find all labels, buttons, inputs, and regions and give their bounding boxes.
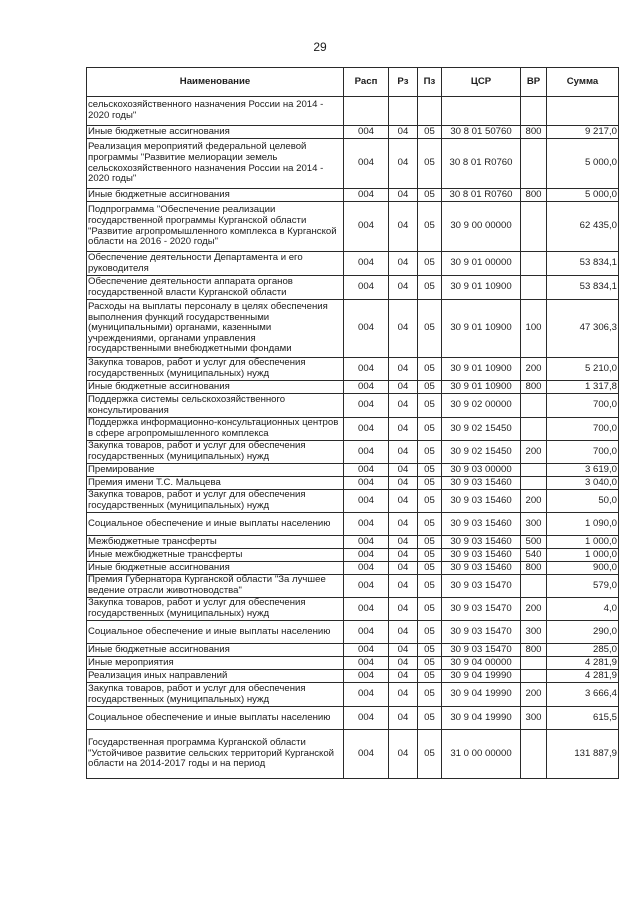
row-csr-cell: 30 9 01 00000 (442, 252, 521, 276)
row-rz-cell: 04 (389, 381, 418, 394)
row-vr-cell (521, 139, 547, 189)
row-rz-cell: 04 (389, 730, 418, 779)
row-sum-cell: 5 210,0 (547, 358, 619, 381)
row-name-cell: Социальное обеспечение и иные выплаты населению (87, 707, 344, 730)
table-row (87, 683, 619, 707)
row-name-cell: Реализация мероприятий федеральной целевой программы "Развитие мелиорации земель сельскохозяйственного назначения России на 2014 - 2020 годы" (87, 139, 344, 189)
row-vr-cell: 200 (521, 490, 547, 513)
row-rasp-cell: 004 (344, 189, 389, 202)
row-rasp-cell: 004 (344, 139, 389, 189)
row-rz-cell: 04 (389, 358, 418, 381)
table-row (87, 575, 619, 598)
row-csr-cell: 30 9 03 15460 (442, 477, 521, 490)
table-row (87, 644, 619, 657)
table-row (87, 670, 619, 683)
row-sum-cell: 290,0 (547, 621, 619, 644)
row-rasp-cell (344, 97, 389, 126)
row-rz-cell: 04 (389, 139, 418, 189)
row-sum-cell: 62 435,0 (547, 202, 619, 252)
row-csr-cell: 30 9 02 00000 (442, 394, 521, 418)
row-rz-cell: 04 (389, 549, 418, 562)
table-row (87, 202, 619, 252)
row-rasp-cell: 004 (344, 490, 389, 513)
row-sum-cell: 4 281,9 (547, 657, 619, 670)
row-rz-cell: 04 (389, 536, 418, 549)
row-csr-cell: 30 8 01 R0760 (442, 139, 521, 189)
table-header-row (87, 68, 619, 97)
row-rz-cell: 04 (389, 418, 418, 441)
table-row (87, 513, 619, 536)
table-row (87, 358, 619, 381)
row-sum-cell: 5 000,0 (547, 139, 619, 189)
row-sum-cell: 5 000,0 (547, 189, 619, 202)
row-rasp-cell: 004 (344, 549, 389, 562)
row-sum-cell: 3 619,0 (547, 464, 619, 477)
row-csr-cell (442, 97, 521, 126)
table-row (87, 536, 619, 549)
row-rz-cell: 04 (389, 394, 418, 418)
row-rz-cell: 04 (389, 575, 418, 598)
row-name-cell: Закупка товаров, работ и услуг для обеспечения государственных (муниципальных) нужд (87, 683, 344, 707)
row-rz-cell: 04 (389, 644, 418, 657)
row-pz-cell: 05 (418, 418, 442, 441)
row-rz-cell: 04 (389, 252, 418, 276)
row-name-cell: Закупка товаров, работ и услуг для обеспечения государственных (муниципальных) нужд (87, 598, 344, 621)
row-name-cell: Государственная программа Курганской области "Устойчивое развитие сельских территорий Курганской области на 2014-2017 годы и на период (87, 730, 344, 779)
row-vr-cell: 800 (521, 562, 547, 575)
row-csr-cell: 30 9 01 10900 (442, 381, 521, 394)
row-rasp-cell: 004 (344, 441, 389, 464)
row-pz-cell: 05 (418, 139, 442, 189)
table-body (87, 97, 619, 779)
row-sum-cell: 579,0 (547, 575, 619, 598)
row-sum-cell: 53 834,1 (547, 276, 619, 300)
table-row (87, 562, 619, 575)
row-vr-cell (521, 418, 547, 441)
row-pz-cell: 05 (418, 381, 442, 394)
row-csr-cell: 30 8 01 50760 (442, 126, 521, 139)
row-rasp-cell: 004 (344, 464, 389, 477)
row-rasp-cell: 004 (344, 730, 389, 779)
row-rasp-cell: 004 (344, 381, 389, 394)
table-row (87, 394, 619, 418)
row-sum-cell: 131 887,9 (547, 730, 619, 779)
row-rasp-cell: 004 (344, 621, 389, 644)
table-row (87, 464, 619, 477)
row-pz-cell: 05 (418, 621, 442, 644)
header-vr: ВР (521, 68, 547, 97)
table-row (87, 97, 619, 126)
row-pz-cell: 05 (418, 441, 442, 464)
table-row (87, 300, 619, 358)
table-row (87, 707, 619, 730)
row-pz-cell: 05 (418, 683, 442, 707)
row-name-cell: Обеспечение деятельности аппарата органов государственной власти Курганской области (87, 276, 344, 300)
row-vr-cell (521, 394, 547, 418)
table-row (87, 730, 619, 779)
row-name-cell: сельскохозяйственного назначения России на 2014 - 2020 годы" (87, 97, 344, 126)
row-vr-cell: 800 (521, 189, 547, 202)
row-vr-cell: 540 (521, 549, 547, 562)
row-vr-cell: 800 (521, 381, 547, 394)
table-row (87, 598, 619, 621)
row-csr-cell: 30 9 03 15470 (442, 644, 521, 657)
row-sum-cell: 1 317,8 (547, 381, 619, 394)
row-name-cell: Закупка товаров, работ и услуг для обеспечения государственных (муниципальных) нужд (87, 490, 344, 513)
row-rasp-cell: 004 (344, 598, 389, 621)
row-csr-cell: 30 9 03 00000 (442, 464, 521, 477)
row-rasp-cell: 004 (344, 513, 389, 536)
row-pz-cell: 05 (418, 598, 442, 621)
row-name-cell: Иные бюджетные ассигнования (87, 644, 344, 657)
row-rz-cell: 04 (389, 598, 418, 621)
header-rasp: Расп (344, 68, 389, 97)
row-vr-cell: 200 (521, 683, 547, 707)
row-rasp-cell: 004 (344, 644, 389, 657)
row-name-cell: Обеспечение деятельности Департамента и его руководителя (87, 252, 344, 276)
table-row (87, 418, 619, 441)
row-rasp-cell: 004 (344, 276, 389, 300)
row-vr-cell (521, 575, 547, 598)
row-name-cell: Иные бюджетные ассигнования (87, 189, 344, 202)
row-sum-cell: 1 090,0 (547, 513, 619, 536)
row-csr-cell: 30 9 04 19990 (442, 683, 521, 707)
row-name-cell: Иные мероприятия (87, 657, 344, 670)
row-pz-cell: 05 (418, 300, 442, 358)
row-csr-cell: 30 9 03 15470 (442, 621, 521, 644)
row-rasp-cell: 004 (344, 252, 389, 276)
row-vr-cell: 200 (521, 598, 547, 621)
row-sum-cell: 47 306,3 (547, 300, 619, 358)
row-pz-cell: 05 (418, 189, 442, 202)
row-pz-cell: 05 (418, 707, 442, 730)
row-csr-cell: 30 9 03 15460 (442, 536, 521, 549)
table-row (87, 381, 619, 394)
row-csr-cell: 30 9 04 19990 (442, 707, 521, 730)
row-rz-cell: 04 (389, 276, 418, 300)
row-pz-cell: 05 (418, 536, 442, 549)
row-csr-cell: 30 9 02 15450 (442, 418, 521, 441)
row-csr-cell: 31 0 00 00000 (442, 730, 521, 779)
row-rz-cell: 04 (389, 670, 418, 683)
row-vr-cell (521, 202, 547, 252)
row-rz-cell: 04 (389, 562, 418, 575)
row-vr-cell (521, 670, 547, 683)
row-name-cell: Межбюджетные трансферты (87, 536, 344, 549)
row-vr-cell (521, 97, 547, 126)
row-rasp-cell: 004 (344, 394, 389, 418)
row-sum-cell: 700,0 (547, 418, 619, 441)
row-vr-cell: 200 (521, 441, 547, 464)
row-name-cell: Премирование (87, 464, 344, 477)
row-vr-cell: 300 (521, 513, 547, 536)
row-pz-cell: 05 (418, 549, 442, 562)
header-name: Наименование (87, 68, 344, 97)
row-csr-cell: 30 9 03 15460 (442, 562, 521, 575)
row-sum-cell: 4,0 (547, 598, 619, 621)
row-name-cell: Иные бюджетные ассигнования (87, 126, 344, 139)
row-sum-cell: 615,5 (547, 707, 619, 730)
row-sum-cell: 53 834,1 (547, 252, 619, 276)
row-vr-cell (521, 464, 547, 477)
table-row (87, 549, 619, 562)
row-sum-cell: 900,0 (547, 562, 619, 575)
row-name-cell: Социальное обеспечение и иные выплаты населению (87, 621, 344, 644)
row-rz-cell: 04 (389, 513, 418, 536)
row-pz-cell: 05 (418, 670, 442, 683)
row-vr-cell: 300 (521, 707, 547, 730)
row-rasp-cell: 004 (344, 575, 389, 598)
row-rasp-cell: 004 (344, 670, 389, 683)
row-name-cell: Закупка товаров, работ и услуг для обеспечения государственных (муниципальных) нужд (87, 358, 344, 381)
row-csr-cell: 30 9 04 19990 (442, 670, 521, 683)
table-row (87, 621, 619, 644)
row-vr-cell: 100 (521, 300, 547, 358)
row-vr-cell (521, 276, 547, 300)
row-pz-cell: 05 (418, 730, 442, 779)
row-name-cell: Поддержка системы сельскохозяйственного консультирования (87, 394, 344, 418)
budget-table (86, 67, 619, 779)
row-rz-cell: 04 (389, 300, 418, 358)
row-sum-cell: 9 217,0 (547, 126, 619, 139)
row-sum-cell: 700,0 (547, 394, 619, 418)
row-vr-cell (521, 252, 547, 276)
page-number: 29 (313, 40, 327, 54)
row-vr-cell (521, 730, 547, 779)
row-pz-cell: 05 (418, 477, 442, 490)
row-rz-cell: 04 (389, 126, 418, 139)
row-rasp-cell: 004 (344, 562, 389, 575)
row-rasp-cell: 004 (344, 536, 389, 549)
row-rasp-cell: 004 (344, 657, 389, 670)
row-pz-cell: 05 (418, 513, 442, 536)
row-vr-cell (521, 657, 547, 670)
row-pz-cell: 05 (418, 657, 442, 670)
row-rasp-cell: 004 (344, 358, 389, 381)
row-sum-cell: 1 000,0 (547, 536, 619, 549)
table-row (87, 189, 619, 202)
header-rz: Рз (389, 68, 418, 97)
row-csr-cell: 30 9 01 10900 (442, 276, 521, 300)
row-csr-cell: 30 9 03 15460 (442, 513, 521, 536)
table-row (87, 490, 619, 513)
row-sum-cell (547, 97, 619, 126)
table-row (87, 252, 619, 276)
row-pz-cell: 05 (418, 276, 442, 300)
header-pz: Пз (418, 68, 442, 97)
row-name-cell: Расходы на выплаты персоналу в целях обеспечения выполнения функций государственными (муниципальными) органами, казенными учреждениями, органами управления государственными внебюджетными фондами (87, 300, 344, 358)
row-pz-cell: 05 (418, 126, 442, 139)
row-csr-cell: 30 8 01 R0760 (442, 189, 521, 202)
row-rasp-cell: 004 (344, 418, 389, 441)
row-sum-cell: 1 000,0 (547, 549, 619, 562)
row-rz-cell: 04 (389, 441, 418, 464)
row-vr-cell: 800 (521, 644, 547, 657)
row-vr-cell: 800 (521, 126, 547, 139)
row-pz-cell: 05 (418, 464, 442, 477)
row-pz-cell: 05 (418, 644, 442, 657)
row-rasp-cell: 004 (344, 683, 389, 707)
row-name-cell: Иные межбюджетные трансферты (87, 549, 344, 562)
header-csr: ЦСР (442, 68, 521, 97)
row-name-cell: Закупка товаров, работ и услуг для обеспечения государственных (муниципальных) нужд (87, 441, 344, 464)
row-csr-cell: 30 9 00 00000 (442, 202, 521, 252)
row-rasp-cell: 004 (344, 477, 389, 490)
row-rasp-cell: 004 (344, 202, 389, 252)
row-pz-cell: 05 (418, 575, 442, 598)
row-pz-cell (418, 97, 442, 126)
row-csr-cell: 30 9 01 10900 (442, 358, 521, 381)
row-pz-cell: 05 (418, 252, 442, 276)
row-rasp-cell: 004 (344, 707, 389, 730)
header-sum: Сумма (547, 68, 619, 97)
row-rasp-cell: 004 (344, 300, 389, 358)
row-vr-cell (521, 477, 547, 490)
row-rz-cell: 04 (389, 202, 418, 252)
row-name-cell: Премия имени Т.С. Мальцева (87, 477, 344, 490)
row-sum-cell: 700,0 (547, 441, 619, 464)
row-name-cell: Иные бюджетные ассигнования (87, 381, 344, 394)
table-row (87, 276, 619, 300)
row-rz-cell: 04 (389, 464, 418, 477)
row-csr-cell: 30 9 03 15470 (442, 575, 521, 598)
table-row (87, 657, 619, 670)
table-row (87, 441, 619, 464)
row-sum-cell: 4 281,9 (547, 670, 619, 683)
row-rz-cell: 04 (389, 621, 418, 644)
row-name-cell: Иные бюджетные ассигнования (87, 562, 344, 575)
row-sum-cell: 3 666,4 (547, 683, 619, 707)
row-pz-cell: 05 (418, 358, 442, 381)
row-pz-cell: 05 (418, 394, 442, 418)
row-rz-cell: 04 (389, 683, 418, 707)
row-rz-cell: 04 (389, 490, 418, 513)
table-row (87, 477, 619, 490)
table-row (87, 139, 619, 189)
row-sum-cell: 3 040,0 (547, 477, 619, 490)
row-vr-cell: 300 (521, 621, 547, 644)
row-pz-cell: 05 (418, 562, 442, 575)
row-rasp-cell: 004 (344, 126, 389, 139)
row-name-cell: Реализация иных направлений (87, 670, 344, 683)
row-vr-cell: 200 (521, 358, 547, 381)
row-pz-cell: 05 (418, 202, 442, 252)
row-name-cell: Подпрограмма "Обеспечение реализации государственной программы Курганской области "Развитие агропромышленного комплекса в Курганской области на 2016 - 2020 годы" (87, 202, 344, 252)
row-pz-cell: 05 (418, 490, 442, 513)
row-rz-cell: 04 (389, 707, 418, 730)
row-sum-cell: 285,0 (547, 644, 619, 657)
row-csr-cell: 30 9 01 10900 (442, 300, 521, 358)
row-csr-cell: 30 9 02 15450 (442, 441, 521, 464)
row-csr-cell: 30 9 04 00000 (442, 657, 521, 670)
row-rz-cell: 04 (389, 189, 418, 202)
row-name-cell: Премия Губернатора Курганской области "За лучшее ведение отрасли животноводства" (87, 575, 344, 598)
row-name-cell: Социальное обеспечение и иные выплаты населению (87, 513, 344, 536)
row-rz-cell: 04 (389, 477, 418, 490)
row-name-cell: Поддержка информационно-консультационных центров в сфере агропромышленного комплекса (87, 418, 344, 441)
row-rz-cell (389, 97, 418, 126)
row-csr-cell: 30 9 03 15460 (442, 549, 521, 562)
row-csr-cell: 30 9 03 15460 (442, 490, 521, 513)
row-vr-cell: 500 (521, 536, 547, 549)
table-row (87, 126, 619, 139)
row-rz-cell: 04 (389, 657, 418, 670)
row-csr-cell: 30 9 03 15470 (442, 598, 521, 621)
row-sum-cell: 50,0 (547, 490, 619, 513)
